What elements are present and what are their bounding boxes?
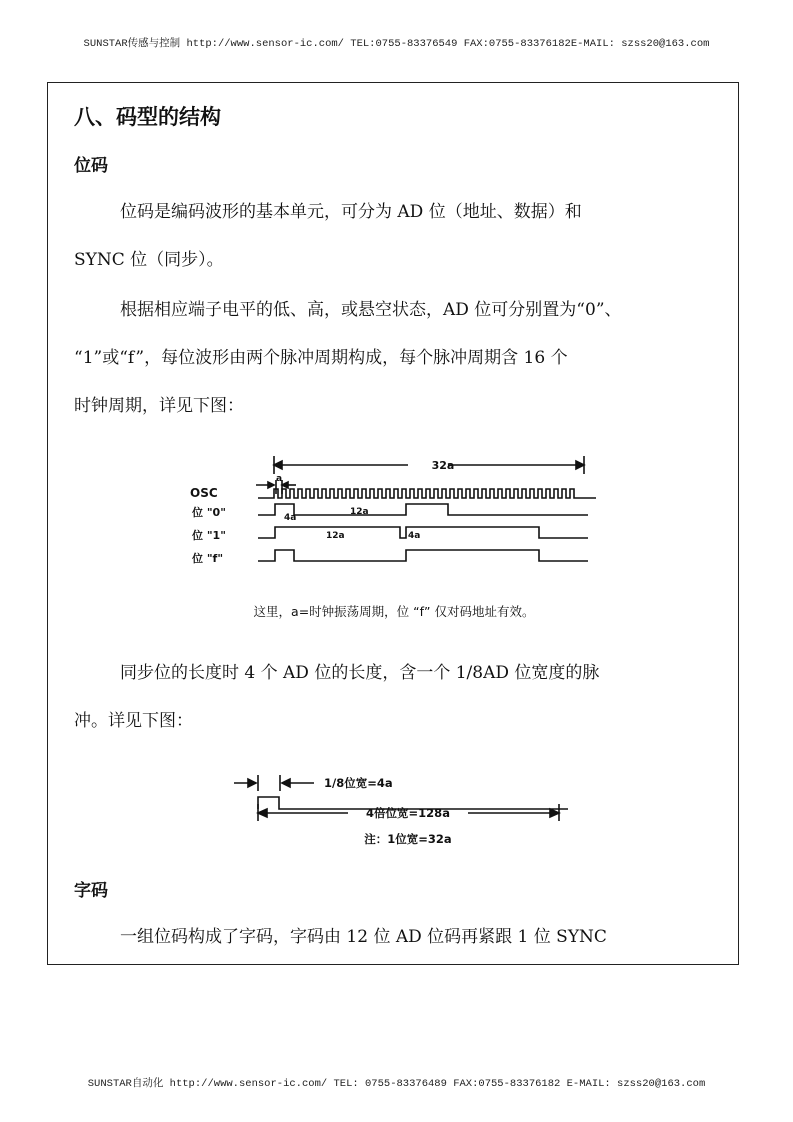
total-width-label: 4倍位宽=128a <box>366 806 450 820</box>
pulse-arrow-right-head <box>282 779 290 787</box>
a-arrow-right-head <box>282 482 288 488</box>
sync-waveform-figure <box>218 773 578 868</box>
page-header: SUNSTAR传感与控制 http://www.sensor-ic.com/ TEL:0755-83376549 FAX:0755-83376182E-MAIL: szss20@163.com <box>83 38 710 50</box>
pulse-width-label: 1/8位宽=4a <box>324 776 393 790</box>
text-line: 时钟周期，详见下图： <box>74 396 244 416</box>
text-line: 一组位码构成了字码，字码由 12 位 AD 位码再紧跟 1 位 SYNC <box>120 927 607 947</box>
page-footer: SUNSTAR自动化 http://www.sensor-ic.com/ TEL: 0755-83376489 FAX:0755-83376182 E-MAIL: szss20@163.com <box>87 1078 706 1090</box>
bit1-4a-label: 4a <box>408 531 421 541</box>
total-arrow-right <box>550 809 559 817</box>
paragraph-bit-states <box>74 286 720 430</box>
bitf-label: 位 "f" <box>192 552 224 565</box>
bit1-12a-label: 12a <box>326 531 345 541</box>
osc-clock-waveform <box>258 489 596 498</box>
bit-waveform-figure <box>178 448 598 588</box>
paragraph-sync-bit <box>74 649 720 745</box>
subsection-title-bit-code: 位码 <box>74 156 108 176</box>
osc-label: OSC <box>190 486 218 500</box>
text-line: 根据相应端子电平的低、高，或悬空状态，AD 位可分别置为“0”、 <box>120 300 622 320</box>
bit0-waveform <box>258 504 588 515</box>
paragraph-word-code <box>74 913 720 961</box>
span-arrow-right <box>576 461 584 469</box>
bit-width-note: 注：1位宽=32a <box>364 832 452 846</box>
bit0-12a-label: 12a <box>350 507 369 517</box>
section-title: 八、码型的结构 <box>74 105 221 129</box>
bit1-waveform <box>258 527 588 538</box>
bitf-waveform <box>258 550 588 561</box>
span-arrow-left <box>274 461 282 469</box>
figure1-caption: 这里，a=时钟振荡周期，位 “f” 仅对码地址有效。 <box>253 604 535 619</box>
pulse-arrow-left-head <box>248 779 256 787</box>
text-line: 同步位的长度时 4 个 AD 位的长度，含一个 1/8AD 位宽度的脉 <box>120 663 600 683</box>
a-arrow-left-head <box>268 482 274 488</box>
text-line: SYNC 位（同步）。 <box>74 250 224 270</box>
total-arrow-left <box>258 809 267 817</box>
paragraph-bit-code-intro <box>74 188 720 284</box>
bit0-4a-label: 4a <box>284 513 297 523</box>
bit1-label: 位 "1" <box>192 529 226 542</box>
bit0-label: 位 "0" <box>192 506 226 519</box>
a-label: a <box>275 474 283 484</box>
span-label: 32a <box>431 459 455 472</box>
text-line: 位码是编码波形的基本单元，可分为 AD 位（地址、数据）和 <box>120 202 582 222</box>
text-line: “1”或“f”，每位波形由两个脉冲周期构成，每个脉冲周期含 16 个 <box>74 348 568 368</box>
subsection-title-word-code: 字码 <box>74 881 108 901</box>
text-line: 冲。详见下图： <box>74 711 193 731</box>
content-frame <box>47 82 739 965</box>
